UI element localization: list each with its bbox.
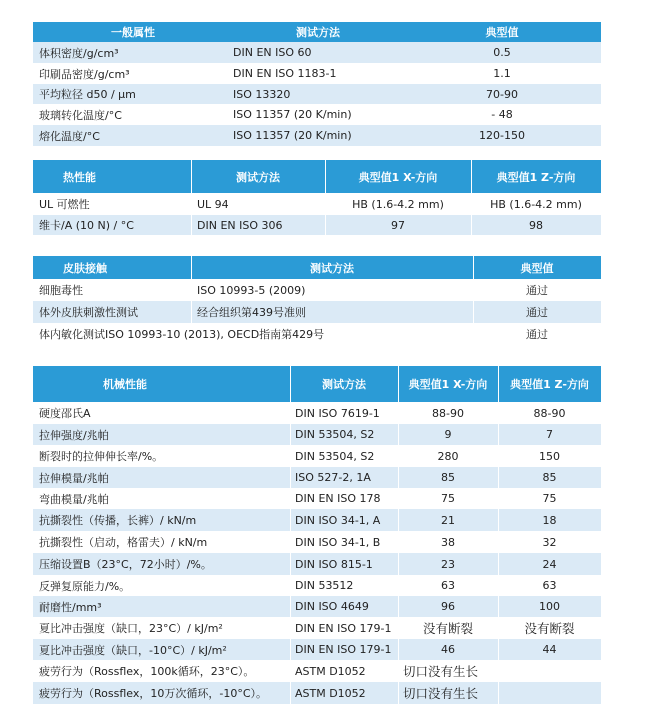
table-row xyxy=(33,639,601,660)
method-cell: ASTM D1052 xyxy=(295,664,366,678)
value-cell: 70-90 xyxy=(486,87,518,101)
method-cell: DIN EN ISO 306 xyxy=(197,218,283,232)
table-row xyxy=(33,125,601,146)
method-cell: ISO 13320 xyxy=(233,87,291,101)
value-cell: 21 xyxy=(441,513,455,527)
table-header xyxy=(33,160,601,193)
method-cell: DIN EN ISO 179-1 xyxy=(295,621,392,635)
property-cell: 体外皮肤刺激性测试 xyxy=(39,306,138,319)
property-cell: 体内敏化测试ISO 10993-10 (2013), OECD指南第429号 xyxy=(39,328,325,341)
header-cell: 测试方法 xyxy=(296,26,340,39)
method-cell: DIN ISO 34-1, B xyxy=(295,535,381,549)
table-row xyxy=(33,402,601,424)
method-cell: DIN 53504, S2 xyxy=(295,428,375,441)
method-cell: DIN EN ISO 179-1 xyxy=(295,643,392,656)
value-cell: 7 xyxy=(546,428,553,441)
property-cell: 平均粒径 d50 / μm xyxy=(39,88,136,101)
method-cell: DIN 53504, S2 xyxy=(295,449,375,463)
method-cell: DIN EN ISO 178 xyxy=(295,492,381,505)
method-cell: 经合组织第439号准则 xyxy=(197,306,306,319)
table-row xyxy=(33,42,601,63)
table-row xyxy=(33,301,601,323)
table-row xyxy=(33,467,601,488)
method-cell: ISO 527-2, 1A xyxy=(295,471,371,484)
value-cell: 96 xyxy=(441,600,455,613)
value-cell: 没有断裂 xyxy=(422,621,473,636)
property-cell: 抗撕裂性（启动，格雷夫）/ kN/m xyxy=(39,536,208,549)
property-cell: 玻璃转化温度/°C xyxy=(39,108,122,122)
header-cell: 典型值1 Z-方向 xyxy=(496,170,576,184)
property-cell: 夏比冲击强度（缺口，-10°C）/ kJ/m² xyxy=(39,643,227,657)
method-cell: UL 94 xyxy=(197,197,229,211)
property-cell: 弯曲模量/兆帕 xyxy=(39,492,109,506)
value-cell: 切口没有生长 xyxy=(403,664,479,679)
table-header xyxy=(33,22,601,42)
method-cell: DIN 53512 xyxy=(295,579,354,592)
value-cell: 23 xyxy=(441,557,455,571)
table-row xyxy=(33,660,601,682)
value-cell: 9 xyxy=(444,428,452,441)
table-row xyxy=(33,596,601,617)
method-cell: DIN ISO 815-1 xyxy=(295,557,373,571)
value-cell: 150 xyxy=(539,449,560,463)
property-cell: 印刷品密度/g/cm³ xyxy=(39,67,130,81)
property-cell: 熔化温度/°C xyxy=(39,129,100,143)
method-cell: ASTM D1052 xyxy=(295,686,366,700)
method-cell: DIN ISO 4649 xyxy=(295,600,369,613)
table-row xyxy=(33,104,601,125)
value-cell: 38 xyxy=(441,535,455,549)
value-cell: 1.1 xyxy=(493,67,511,80)
property-cell: 疲劳行为（Rossflex，100k循环，23°C）。 xyxy=(39,665,255,678)
table-row xyxy=(33,445,601,467)
value-cell: 44 xyxy=(542,643,557,656)
property-cell: 抗撕裂性（传播，长裤）/ kN/m xyxy=(39,514,197,527)
method-cell: ISO 11357 (20 K/min) xyxy=(233,129,352,142)
property-cell: 硬度邵氏A xyxy=(39,407,91,420)
header-cell: 测试方法 xyxy=(310,261,354,275)
property-cell: 拉伸强度/兆帕 xyxy=(39,428,109,442)
table-row xyxy=(33,84,601,104)
property-cell: 反弹复原能力/%。 xyxy=(39,579,131,593)
value-cell: 280 xyxy=(437,449,459,463)
property-cell: 体积密度/g/cm³ xyxy=(39,46,119,60)
table-row xyxy=(33,509,601,531)
value-cell: HB (1.6-4.2 mm) xyxy=(490,197,582,211)
header-cell: 皮肤接触 xyxy=(63,261,107,275)
property-cell: 断裂时的拉伸伸长率/%。 xyxy=(39,450,164,463)
table-header xyxy=(33,256,601,279)
property-cell: 细胞毒性 xyxy=(39,284,83,297)
table-row xyxy=(33,424,601,445)
table-row xyxy=(33,63,601,84)
header-cell: 典型值 xyxy=(485,26,519,39)
value-cell: 通过 xyxy=(526,306,548,319)
value-cell: 97 xyxy=(391,218,405,232)
value-cell: 通过 xyxy=(526,328,548,341)
table-row xyxy=(33,682,601,704)
table-row xyxy=(33,279,601,301)
method-cell: DIN ISO 34-1, A xyxy=(295,513,381,527)
header-cell: 测试方法 xyxy=(236,170,280,184)
header-cell: 机械性能 xyxy=(103,378,147,391)
property-cell: 疲劳行为（Rossflex，10万次循环，-10°C）。 xyxy=(39,687,267,700)
header-cell: 典型值1 X-方向 xyxy=(358,170,438,184)
table-header xyxy=(33,366,601,402)
value-cell: 98 xyxy=(529,218,543,232)
value-cell: 75 xyxy=(441,492,455,505)
value-cell: 24 xyxy=(542,557,557,571)
value-cell: 通过 xyxy=(526,284,548,297)
value-cell: 120-150 xyxy=(479,129,525,142)
header-cell: 热性能 xyxy=(63,170,96,184)
table-row xyxy=(33,617,601,639)
header-cell: 典型值1 X-方向 xyxy=(408,378,488,391)
property-cell: 夏比冲击强度（缺口，23°C）/ kJ/m² xyxy=(39,622,223,635)
table-row xyxy=(33,553,601,575)
method-cell: ISO 10993-5 (2009) xyxy=(197,283,306,297)
method-cell: ISO 11357 (20 K/min) xyxy=(233,108,352,121)
value-cell: 75 xyxy=(542,492,557,505)
method-cell: DIN EN ISO 1183-1 xyxy=(233,67,337,80)
value-cell: 88-90 xyxy=(432,406,464,420)
property-cell: 压缩设置B（23°C，72小时）/%。 xyxy=(39,558,212,571)
value-cell: - 48 xyxy=(491,108,513,121)
property-cell: 拉伸模量/兆帕 xyxy=(39,471,109,485)
value-cell: 没有断裂 xyxy=(524,621,575,636)
method-cell: DIN ISO 7619-1 xyxy=(295,406,380,420)
header-cell: 典型值 xyxy=(520,261,554,275)
table-row xyxy=(33,531,601,553)
header-cell: 典型值1 Z-方向 xyxy=(510,378,589,391)
value-cell: 88-90 xyxy=(533,406,566,420)
table-row xyxy=(33,193,601,215)
value-cell: HB (1.6-4.2 mm) xyxy=(352,197,444,211)
method-cell: DIN EN ISO 60 xyxy=(233,46,312,59)
header-cell: 测试方法 xyxy=(322,378,366,391)
value-cell: 46 xyxy=(441,643,455,656)
property-cell: 维卡/A (10 N) / °C xyxy=(39,219,134,232)
value-cell: 18 xyxy=(542,513,557,527)
property-cell: 耐磨性/mm³ xyxy=(39,600,102,614)
value-cell: 切口没有生长 xyxy=(403,686,479,701)
header-cell: 一般属性 xyxy=(111,26,155,39)
value-cell: 32 xyxy=(542,535,557,549)
value-cell: 100 xyxy=(539,600,560,613)
value-cell: 0.5 xyxy=(493,46,511,59)
value-cell: 63 xyxy=(542,579,557,592)
value-cell: 85 xyxy=(542,471,557,484)
table-row xyxy=(33,575,601,596)
property-cell: UL 可燃性 xyxy=(39,198,90,211)
value-cell: 63 xyxy=(441,579,455,592)
table-row xyxy=(33,323,601,345)
table-row xyxy=(33,488,601,509)
table-row xyxy=(33,215,601,235)
value-cell: 85 xyxy=(441,471,455,484)
